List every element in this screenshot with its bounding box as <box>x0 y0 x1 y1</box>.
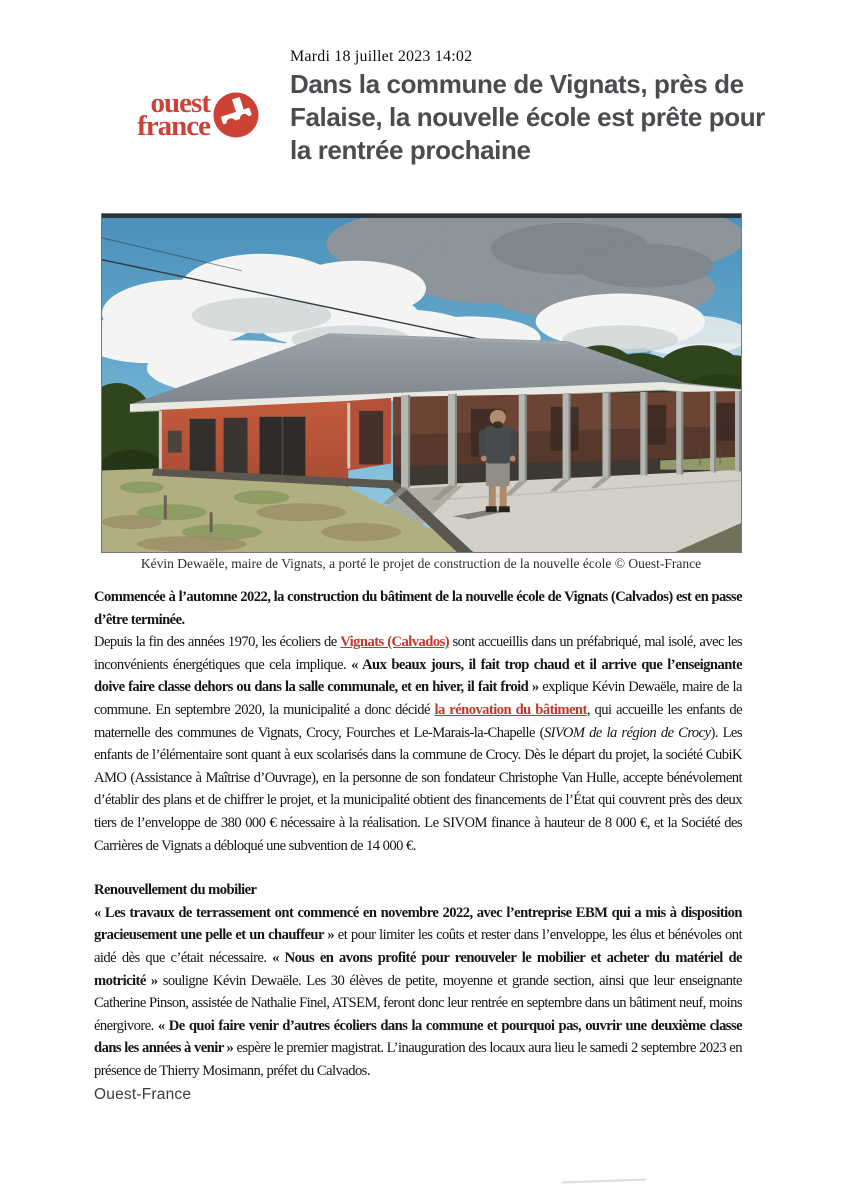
text-run: « Les travaux de terrassement ont commencé en novembre 2022, avec l’entreprise EBM qui a mis à disposition gracieusement une pelle et un chauffeur » <box>94 904 742 944</box>
dateline: Mardi 18 juillet 2023 14:02 <box>290 48 473 65</box>
logo-word-ouest: ouest <box>150 87 210 119</box>
text-run: espère le premier magistrat. L’inauguration des locaux aura lieu le samedi 2 septembre 2023 en présence de Thierry Mosimann, préfet du Calvados. <box>94 1040 742 1079</box>
text-run: souligne Kévin Dewaële. Les 30 élèves de petite, moyenne et grande section, ainsi que leur enseignante Catherine Pinson, assistée de Nathalie Finel, ATSEM, feront donc leur rentrée en septembre dans un bâtiment neuf, moins énergivore. <box>94 972 742 1034</box>
text-run: , qui accueille les enfants de maternelle des communes de Vignats, Crocy, Fourches et Le-Marais-la-Chapelle ( <box>94 701 743 741</box>
logo-word-france: france <box>137 110 210 142</box>
paragraph-1 <box>94 631 742 857</box>
lead-paragraph: Commencée à l’automne 2022, la construction du bâtiment de la nouvelle école de Vignats (Calvados) est en passe d’être terminée. <box>94 589 742 628</box>
ouest-france-logo-text <box>122 87 210 142</box>
text-run: Depuis la fin des années 1970, les écoliers de <box>94 634 341 651</box>
text-run: ). Les enfants de l’élémentaire sont quant à eux scolarisés dans la commune de Crocy. Dès le départ du projet, la société CubiK AMO (Assistance à Maîtrise d’Ouvrage), en la personne de son fondateur Christophe Van Hulle, accepte bénévolement d’établir des plans et de chiffrer le projet, et la municipalité obtient des financements de l’État qui couvrent près des deux tiers de l’enveloppe de 380 000 € nécessaire à la réalisation. Le SIVOM finance à hauteur de 8 000 €, et la Société des Carrières de Vignats a débloqué une subvention de 14 000 €. <box>94 724 742 854</box>
text-run: « Nous en avons profité pour renouveler le mobilier et acheter du matériel de motricité » <box>94 949 742 989</box>
article-headline: Dans la commune de Vignats, près de Falaise, la nouvelle école est prête pour la rentrée prochaine <box>290 69 765 165</box>
link-vignats-calvados[interactable]: Vignats (Calvados) <box>340 634 450 651</box>
text-run: et pour limiter les coûts et rester dans l’enveloppe, les élus et bénévoles ont aidé dès que c’était nécessaire. <box>94 927 742 966</box>
text-run: explique Kévin Dewaële, maire de la commune. En septembre 2020, la municipalité a donc décidé <box>94 679 742 718</box>
author-signature: Ouest-France <box>94 1086 192 1103</box>
photo-scan-edge <box>102 214 741 218</box>
school-photo <box>101 213 742 553</box>
photo-caption: Kévin Dewaële, maire de Vignats, a porté le projet de construction de la nouvelle école © Ouest-France <box>140 556 702 571</box>
section-subhead: Renouvellement du mobilier <box>94 882 257 899</box>
text-run: « Aux beaux jours, il fait trop chaud et il arrive que l’enseignante doive faire classe dehors ou dans la salle communale, et en hiver, il fait froid » <box>94 656 742 696</box>
ouest-france-logo <box>122 87 259 142</box>
text-run: sont accueillis dans un préfabriqué, mal isolé, avec les inconvénients énergétiques que cela implique. <box>94 634 743 673</box>
paragraph-2 <box>94 902 742 1083</box>
scan-artifact <box>562 1179 646 1184</box>
text-run: « De quoi faire venir d’autres écoliers dans la commune et pourquoi pas, ouvrir une deuxième classe dans les années à venir » <box>94 1017 742 1057</box>
ouest-france-bridge-icon <box>213 92 259 138</box>
link-renovation-batiment[interactable]: la rénovation du bâtiment <box>434 701 587 718</box>
article-body <box>94 586 742 1082</box>
text-run: SIVOM de la région de Crocy <box>543 724 711 741</box>
